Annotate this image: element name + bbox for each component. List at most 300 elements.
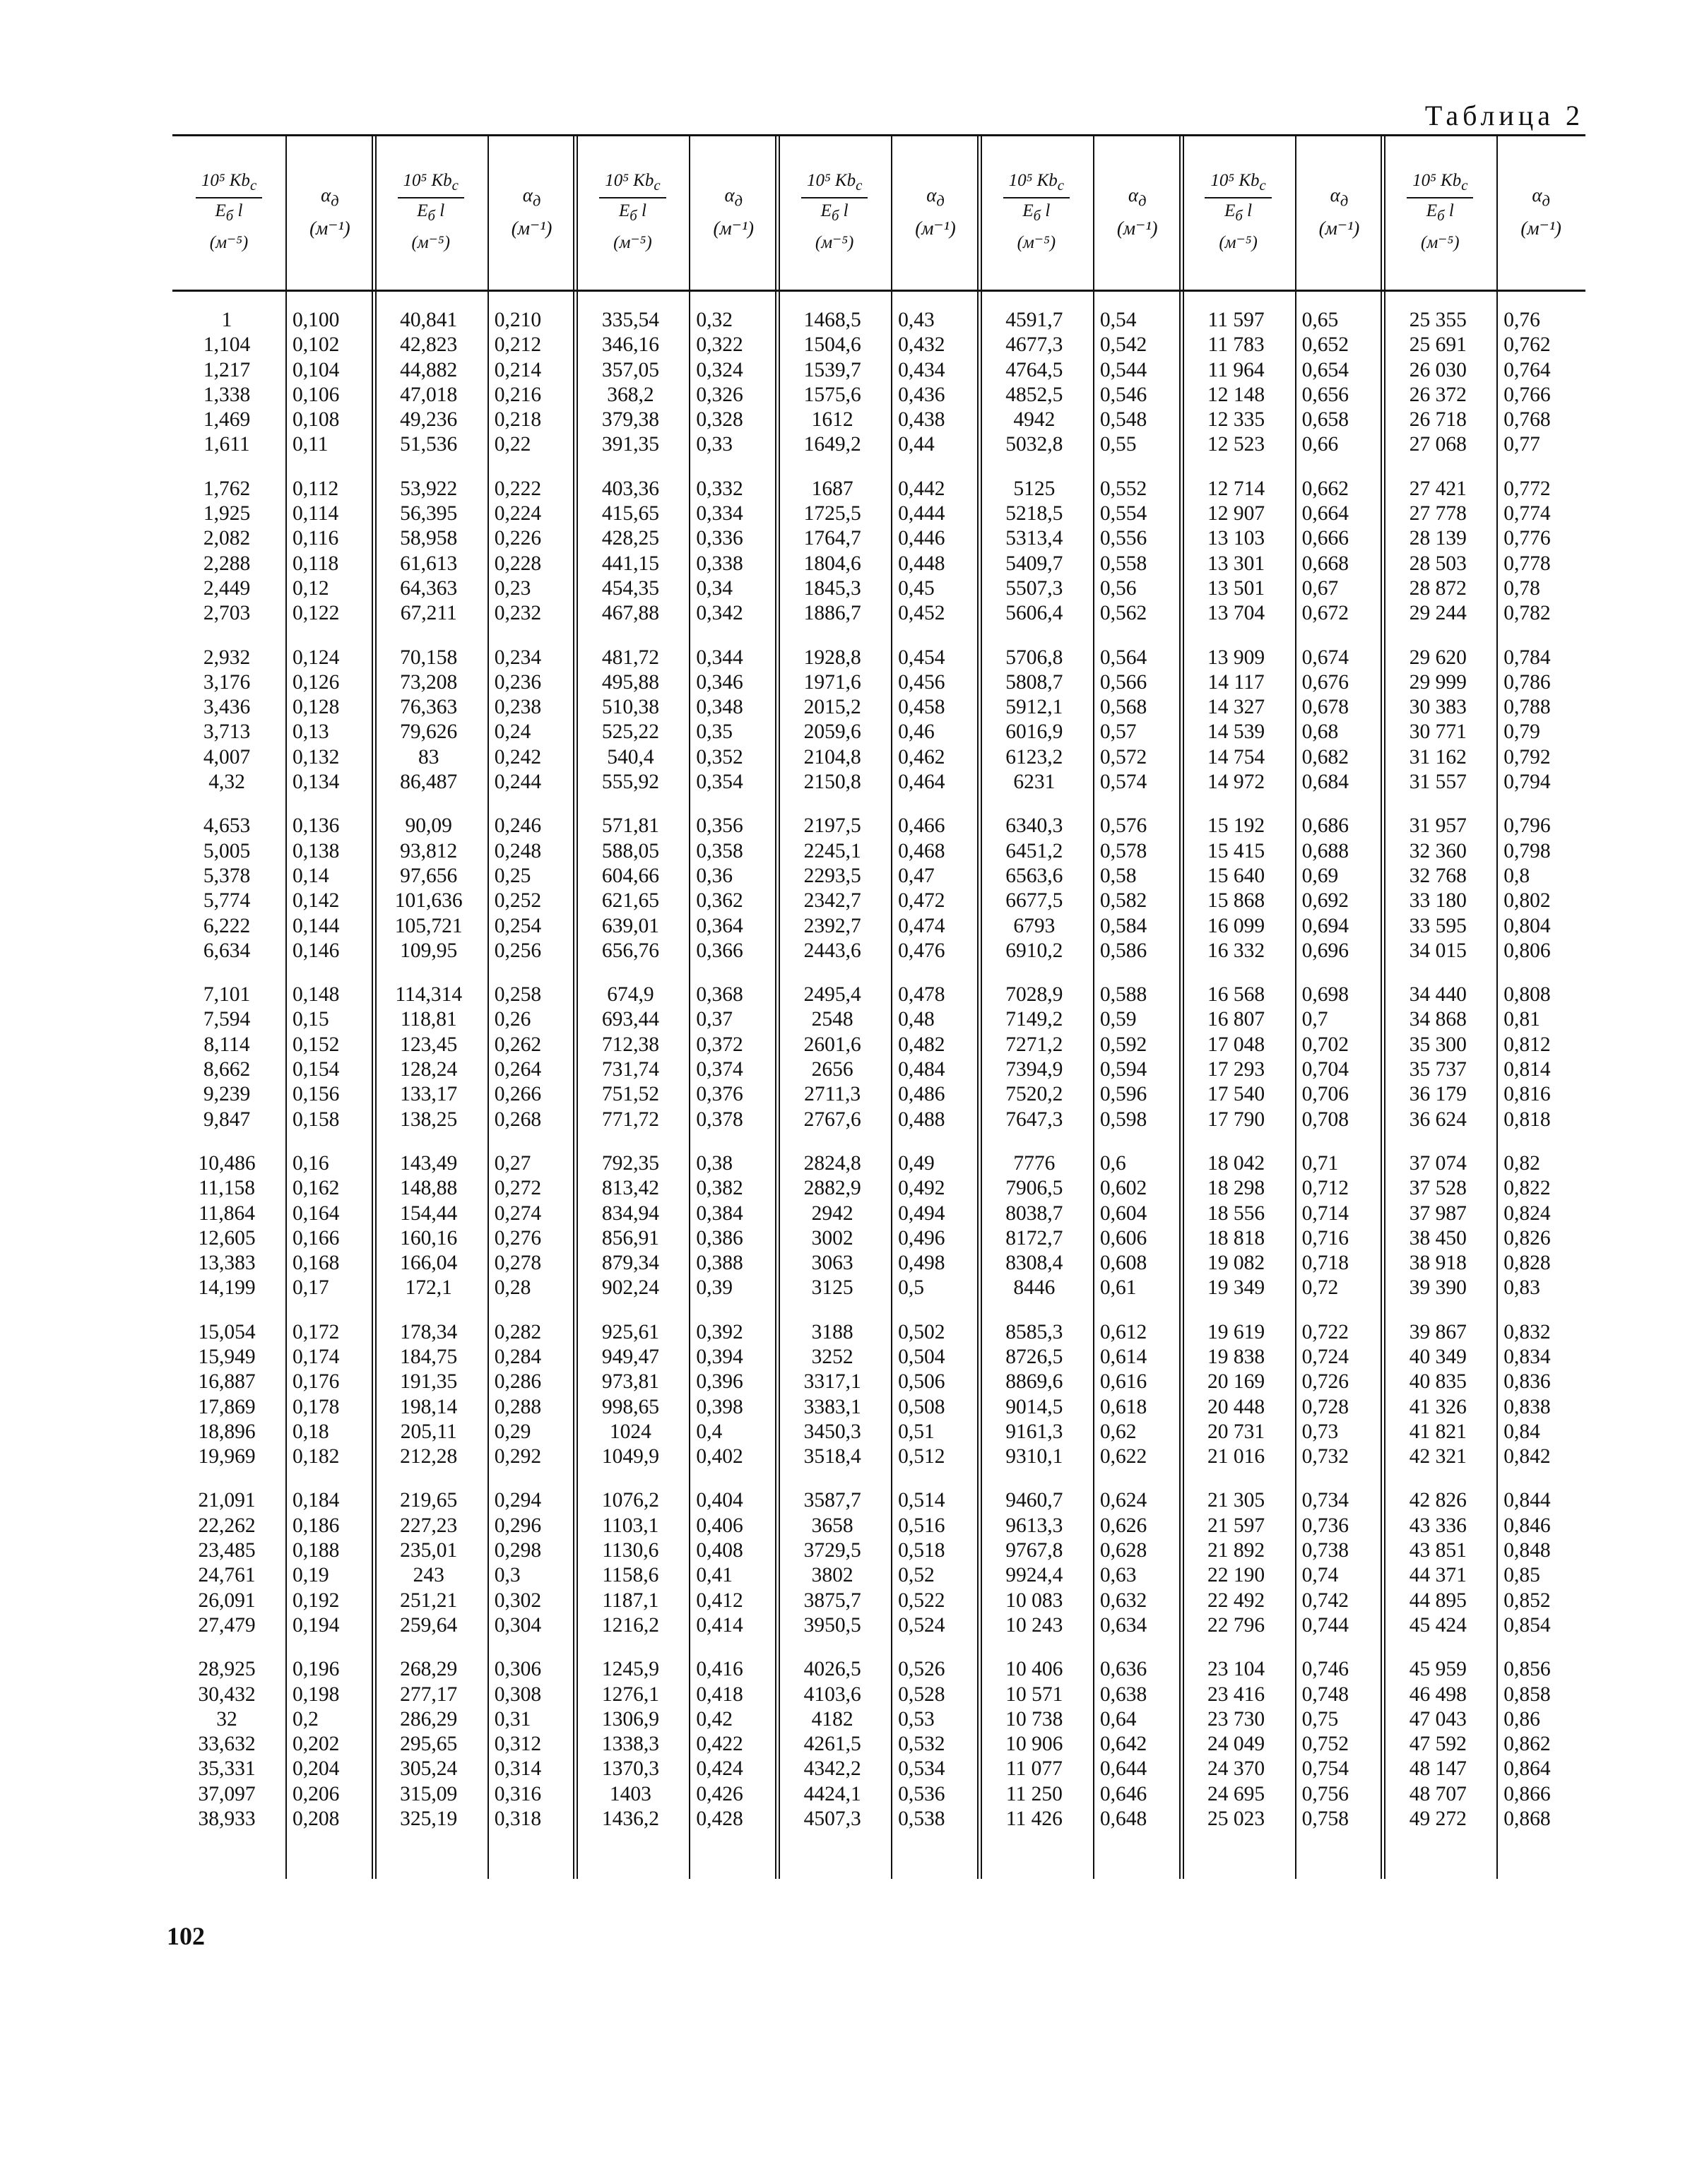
kb-value-cell: 212,28 bbox=[400, 1445, 458, 1468]
kb-value-cell: 1612 bbox=[811, 408, 853, 432]
header-kb-column bbox=[576, 134, 689, 290]
kb-value-cell: 2015,2 bbox=[803, 696, 861, 719]
alpha-value-cell: 0,336 bbox=[696, 527, 743, 550]
alpha-value-cell: 0,296 bbox=[494, 1514, 542, 1537]
header-alpha-text-subscript: д bbox=[734, 191, 743, 210]
kb-value-cell: 17 293 bbox=[1207, 1058, 1265, 1081]
kb-value-cell: 14 972 bbox=[1207, 771, 1265, 794]
alpha-value-cell: 0,744 bbox=[1301, 1613, 1349, 1637]
kb-value-cell: 166,04 bbox=[400, 1252, 458, 1275]
header-denominator-text: $E_б$ l bbox=[820, 201, 849, 224]
alpha-value-cell: 0,344 bbox=[696, 646, 743, 669]
kb-value-cell: 160,16 bbox=[400, 1226, 458, 1250]
alpha-value-cell: 0,664 bbox=[1301, 502, 1349, 526]
row-group bbox=[177, 646, 277, 795]
alpha-value-cell: 0,136 bbox=[292, 814, 340, 838]
alpha-value-cell: 0,144 bbox=[292, 914, 340, 937]
alpha-value-cell: 0,476 bbox=[898, 939, 945, 962]
alpha-value-cell: 0,546 bbox=[1099, 383, 1147, 406]
alpha-value-cell: 0,748 bbox=[1301, 1682, 1349, 1706]
alpha-value-cell: 0,642 bbox=[1099, 1733, 1147, 1756]
alpha-value-cell: 0,632 bbox=[1099, 1589, 1147, 1612]
alpha-value-cell: 0,414 bbox=[696, 1613, 743, 1637]
alpha-value-cell: 0,364 bbox=[696, 914, 743, 937]
header-unit-m1: (м⁻¹) bbox=[1520, 217, 1561, 239]
column-pair-double-rule bbox=[1179, 134, 1184, 1879]
alpha-value-cell: 0,678 bbox=[1301, 696, 1349, 719]
kb-value-cell: 1130,6 bbox=[602, 1539, 659, 1562]
kb-value-cell: 5032,8 bbox=[1005, 433, 1063, 456]
alpha-value-cell: 0,788 bbox=[1503, 696, 1551, 719]
alpha-value-cell: 0,866 bbox=[1503, 1782, 1551, 1805]
column-rule bbox=[1295, 134, 1296, 1879]
alpha-value-cell: 0,698 bbox=[1301, 983, 1349, 1007]
alpha-value-cell: 0,84 bbox=[1503, 1420, 1540, 1443]
kb-value-cell: 4591,7 bbox=[1005, 309, 1063, 331]
column-pair-double-rule bbox=[573, 134, 578, 1879]
alpha-value-cell: 0,458 bbox=[898, 696, 945, 719]
row-group bbox=[1302, 814, 1378, 963]
kb-value-cell: 5808,7 bbox=[1005, 670, 1063, 694]
row-group bbox=[1100, 1657, 1176, 1832]
alpha-value-cell: 0,636 bbox=[1099, 1658, 1147, 1681]
kb-value-cell: 47 592 bbox=[1409, 1733, 1467, 1756]
kb-value-cell: 403,36 bbox=[601, 477, 659, 500]
kb-value-cell: 17,869 bbox=[198, 1395, 256, 1418]
alpha-value-cell: 0,804 bbox=[1503, 914, 1551, 937]
alpha-value-cell: 0,138 bbox=[292, 839, 340, 862]
row-group bbox=[1186, 477, 1287, 627]
row-group bbox=[495, 1151, 571, 1301]
header-unit-m5: (м⁻⁵) bbox=[411, 233, 450, 252]
kb-value-cell: 7520,2 bbox=[1005, 1083, 1063, 1106]
kb-value-cell: 16 807 bbox=[1207, 1008, 1265, 1031]
alpha-value-cell: 0,676 bbox=[1301, 670, 1349, 694]
kb-value-cell: 13 103 bbox=[1207, 527, 1265, 550]
kb-value-cell: 7394,9 bbox=[1005, 1058, 1063, 1081]
kb-value-cell: 510,38 bbox=[601, 696, 659, 719]
alpha-value-cell: 0,716 bbox=[1301, 1226, 1349, 1250]
alpha-value-cell: 0,576 bbox=[1099, 814, 1147, 838]
kb-value-cell: 1076,2 bbox=[601, 1489, 659, 1512]
alpha-value-cell: 0,47 bbox=[898, 864, 935, 887]
header-unit-m5: (м⁻⁵) bbox=[815, 233, 854, 252]
alpha-value-cell: 0,798 bbox=[1503, 839, 1551, 862]
kb-value-cell: 24 049 bbox=[1207, 1733, 1265, 1756]
kb-value-cell: 1,469 bbox=[203, 408, 251, 432]
alpha-value-cell: 0,782 bbox=[1503, 602, 1551, 625]
kb-value-cell: 856,91 bbox=[601, 1226, 659, 1250]
alpha-value-cell: 0,578 bbox=[1099, 839, 1147, 862]
row-group bbox=[1100, 308, 1176, 458]
alpha-value-cell: 0,466 bbox=[898, 814, 945, 838]
alpha-value-cell: 0,382 bbox=[696, 1177, 743, 1200]
alpha-value-cell: 0,31 bbox=[494, 1707, 531, 1731]
kb-value-column bbox=[580, 308, 680, 1851]
alpha-value-cell: 0,386 bbox=[696, 1226, 743, 1250]
header-alpha-symbol bbox=[724, 184, 743, 210]
alpha-value-cell: 0,306 bbox=[494, 1658, 542, 1681]
kb-value-cell: 7647,3 bbox=[1005, 1108, 1063, 1131]
header-numerator-text-subscript: с bbox=[1259, 177, 1266, 194]
kb-value-cell: 31 957 bbox=[1409, 814, 1467, 838]
kb-value-cell: 30,432 bbox=[198, 1682, 256, 1706]
kb-value-cell: 2601,6 bbox=[803, 1033, 861, 1056]
kb-value-cell: 1468,5 bbox=[803, 309, 861, 331]
kb-value-cell: 2824,8 bbox=[803, 1151, 861, 1175]
kb-value-cell: 29 999 bbox=[1409, 670, 1467, 694]
alpha-value-cell: 0,858 bbox=[1503, 1682, 1551, 1706]
kb-value-cell: 693,44 bbox=[601, 1008, 659, 1031]
alpha-value-cell: 0,214 bbox=[494, 358, 542, 381]
alpha-value-cell: 0,112 bbox=[292, 477, 339, 500]
kb-value-cell: 22 492 bbox=[1207, 1589, 1265, 1612]
alpha-value-cell: 0,814 bbox=[1503, 1058, 1551, 1081]
kb-value-cell: 33,632 bbox=[198, 1733, 256, 1756]
alpha-value-cell: 0,332 bbox=[696, 477, 743, 500]
row-group bbox=[984, 646, 1085, 795]
row-group bbox=[1388, 1320, 1488, 1470]
kb-value-cell: 11 597 bbox=[1207, 309, 1265, 331]
kb-value-cell: 17 540 bbox=[1207, 1083, 1265, 1106]
row-group bbox=[1302, 1657, 1378, 1832]
kb-value-cell: 27 421 bbox=[1409, 477, 1467, 500]
kb-value-cell: 28 872 bbox=[1409, 576, 1467, 600]
kb-value-cell: 4103,6 bbox=[803, 1682, 861, 1706]
header-alpha-text-subscript: д bbox=[1542, 191, 1550, 210]
kb-value-cell: 15 415 bbox=[1207, 839, 1265, 862]
kb-value-cell: 3658 bbox=[811, 1514, 853, 1537]
alpha-value-cell: 0,848 bbox=[1503, 1539, 1551, 1562]
kb-value-cell: 1103,1 bbox=[602, 1514, 659, 1537]
alpha-value-cell: 0,124 bbox=[292, 646, 340, 669]
header-numerator-text-subscript: с bbox=[1461, 177, 1468, 194]
data-table bbox=[172, 134, 1585, 1886]
alpha-value-cell: 0,67 bbox=[1301, 576, 1339, 600]
kb-value-cell: 4764,5 bbox=[1005, 358, 1063, 381]
alpha-value-cell: 0,338 bbox=[696, 552, 743, 575]
row-group bbox=[292, 1657, 369, 1832]
kb-value-cell: 11 077 bbox=[1005, 1757, 1063, 1781]
alpha-value-cell: 0,208 bbox=[292, 1808, 340, 1831]
row-group bbox=[1302, 1488, 1378, 1638]
kb-value-cell: 18 298 bbox=[1207, 1177, 1265, 1200]
kb-value-cell: 8172,7 bbox=[1005, 1226, 1063, 1250]
kb-value-cell: 1049,9 bbox=[601, 1445, 659, 1468]
alpha-value-cell: 0,376 bbox=[696, 1083, 743, 1106]
alpha-value-cell: 0,2 bbox=[292, 1707, 319, 1731]
alpha-value-cell: 0,816 bbox=[1503, 1083, 1551, 1106]
alpha-value-cell: 0,102 bbox=[292, 333, 340, 357]
kb-value-cell: 15 192 bbox=[1207, 814, 1265, 838]
alpha-value-cell: 0,174 bbox=[292, 1345, 340, 1368]
column-rule bbox=[488, 134, 489, 1879]
kb-value-cell: 39 390 bbox=[1409, 1276, 1467, 1300]
alpha-value-cell: 0,114 bbox=[292, 502, 339, 526]
alpha-value-cell: 0,852 bbox=[1503, 1589, 1551, 1612]
kb-value-cell: 2104,8 bbox=[803, 745, 861, 768]
alpha-value-cell: 0,742 bbox=[1301, 1589, 1349, 1612]
alpha-value-cell: 0,74 bbox=[1301, 1564, 1339, 1587]
row-group bbox=[1388, 983, 1488, 1132]
alpha-value-cell: 0,566 bbox=[1099, 670, 1147, 694]
alpha-value-cell: 0,846 bbox=[1503, 1514, 1551, 1537]
kb-value-cell: 33 180 bbox=[1409, 889, 1467, 913]
row-group bbox=[292, 814, 369, 963]
alpha-value-cell: 0,718 bbox=[1301, 1252, 1349, 1275]
header-unit-m1: (м⁻¹) bbox=[511, 217, 552, 239]
alpha-value-cell: 0,672 bbox=[1301, 602, 1349, 625]
alpha-value-cell: 0,674 bbox=[1301, 646, 1349, 669]
header-alpha-text: $\alpha_д$ bbox=[1532, 184, 1550, 210]
row-group bbox=[495, 477, 571, 627]
kb-value-cell: 11 964 bbox=[1207, 358, 1265, 381]
header-alpha-column bbox=[488, 134, 577, 290]
alpha-value-cell: 0,122 bbox=[292, 602, 340, 625]
header-fraction bbox=[1205, 171, 1271, 225]
header-denominator bbox=[619, 198, 646, 225]
header-denominator-text: $E_б$ l bbox=[618, 201, 646, 224]
alpha-value-cell: 0,352 bbox=[696, 745, 743, 768]
kb-value-cell: 28 503 bbox=[1409, 552, 1467, 575]
alpha-value-cell: 0,384 bbox=[696, 1201, 743, 1225]
kb-value-cell: 495,88 bbox=[601, 670, 659, 694]
alpha-value-cell: 0,302 bbox=[494, 1589, 542, 1612]
header-alpha-text-subscript: д bbox=[1138, 191, 1147, 210]
header-fraction bbox=[196, 171, 262, 225]
kb-value-cell: 24 695 bbox=[1207, 1782, 1265, 1805]
kb-value-cell: 481,72 bbox=[601, 646, 659, 669]
kb-value-cell: 1,925 bbox=[203, 502, 251, 526]
alpha-value-cell: 0,276 bbox=[494, 1226, 542, 1250]
header-kb-column bbox=[172, 134, 285, 290]
row-group bbox=[495, 1657, 571, 1832]
header-numerator-text-subscript: с bbox=[856, 177, 863, 194]
header-denominator bbox=[1224, 198, 1252, 225]
kb-value-cell: 771,72 bbox=[601, 1108, 659, 1131]
alpha-value-cell: 0,268 bbox=[494, 1108, 542, 1131]
alpha-value-cell: 0,572 bbox=[1099, 745, 1147, 768]
alpha-value-cell: 0,418 bbox=[696, 1682, 743, 1706]
kb-value-cell: 16 568 bbox=[1207, 983, 1265, 1007]
kb-value-cell: 1971,6 bbox=[803, 670, 861, 694]
alpha-value-cell: 0,724 bbox=[1301, 1345, 1349, 1368]
kb-value-cell: 41 326 bbox=[1409, 1395, 1467, 1418]
alpha-value-cell: 0,54 bbox=[1099, 309, 1137, 331]
kb-value-cell: 51,536 bbox=[400, 433, 458, 456]
row-group bbox=[898, 1320, 974, 1470]
kb-value-cell: 4026,5 bbox=[803, 1658, 861, 1681]
alpha-value-cell: 0,616 bbox=[1099, 1370, 1147, 1394]
kb-value-cell: 114,314 bbox=[395, 983, 463, 1007]
kb-value-cell: 41 821 bbox=[1409, 1420, 1467, 1443]
kb-value-cell: 23 416 bbox=[1207, 1682, 1265, 1706]
kb-value-cell: 22 190 bbox=[1207, 1564, 1265, 1587]
kb-value-cell: 5,005 bbox=[203, 839, 251, 862]
kb-value-cell: 10 571 bbox=[1005, 1682, 1063, 1706]
alpha-value-cell: 0,712 bbox=[1301, 1177, 1349, 1200]
kb-value-cell: 4,007 bbox=[203, 745, 251, 768]
kb-value-cell: 1,217 bbox=[203, 358, 251, 381]
kb-value-cell: 712,38 bbox=[601, 1033, 659, 1056]
row-group bbox=[1100, 1488, 1176, 1638]
alpha-value-cell: 0,242 bbox=[494, 745, 542, 768]
alpha-value-cell: 0,802 bbox=[1503, 889, 1551, 913]
header-numerator-text: 10⁵ $Kb_с$ bbox=[1412, 171, 1468, 194]
alpha-value-cell: 0,264 bbox=[494, 1058, 542, 1081]
header-alpha-symbol bbox=[321, 184, 339, 210]
row-group bbox=[782, 646, 882, 795]
alpha-value-cell: 0,236 bbox=[494, 670, 542, 694]
header-alpha-symbol bbox=[1128, 184, 1147, 210]
alpha-value-cell: 0,662 bbox=[1301, 477, 1349, 500]
kb-value-cell: 1,762 bbox=[203, 477, 251, 500]
alpha-value-cell: 0,222 bbox=[494, 477, 542, 500]
alpha-value-cell: 0,234 bbox=[494, 646, 542, 669]
kb-value-cell: 1886,7 bbox=[803, 602, 861, 625]
alpha-value-cell: 0,196 bbox=[292, 1658, 340, 1681]
row-group bbox=[495, 646, 571, 795]
alpha-value-cell: 0,210 bbox=[494, 309, 542, 331]
kb-value-cell: 19,969 bbox=[198, 1445, 256, 1468]
alpha-value-cell: 0,304 bbox=[494, 1613, 542, 1637]
row-group bbox=[898, 1657, 974, 1832]
kb-value-cell: 9613,3 bbox=[1005, 1514, 1063, 1537]
alpha-value-column bbox=[898, 308, 974, 1851]
column-rule bbox=[689, 134, 690, 1879]
row-group bbox=[782, 477, 882, 627]
alpha-value-cell: 0,184 bbox=[292, 1489, 340, 1512]
kb-value-cell: 295,65 bbox=[400, 1733, 458, 1756]
kb-value-cell: 58,958 bbox=[400, 527, 458, 550]
kb-value-cell: 40 835 bbox=[1409, 1370, 1467, 1394]
header-denominator bbox=[1426, 198, 1454, 225]
header-alpha-column bbox=[1496, 134, 1585, 290]
kb-value-cell: 10 406 bbox=[1005, 1658, 1063, 1681]
kb-value-cell: 2197,5 bbox=[803, 814, 861, 838]
kb-value-cell: 37 528 bbox=[1409, 1177, 1467, 1200]
alpha-value-cell: 0,808 bbox=[1503, 983, 1551, 1007]
kb-value-cell: 7,101 bbox=[203, 983, 251, 1007]
kb-value-cell: 12 907 bbox=[1207, 502, 1265, 526]
alpha-value-cell: 0,436 bbox=[898, 383, 945, 406]
kb-value-cell: 813,42 bbox=[601, 1177, 659, 1200]
alpha-value-cell: 0,328 bbox=[696, 408, 743, 432]
kb-value-cell: 44 895 bbox=[1409, 1589, 1467, 1612]
row-group bbox=[984, 1657, 1085, 1832]
kb-value-cell: 18 818 bbox=[1207, 1226, 1265, 1250]
kb-value-column bbox=[782, 308, 882, 1851]
alpha-value-cell: 0,486 bbox=[898, 1083, 945, 1106]
alpha-value-cell: 0,78 bbox=[1503, 576, 1540, 600]
alpha-value-cell: 0,432 bbox=[898, 333, 945, 357]
header-numerator-text: 10⁵ $Kb_с$ bbox=[1008, 171, 1065, 194]
row-group bbox=[984, 814, 1085, 963]
kb-value-cell: 1649,2 bbox=[803, 433, 861, 456]
alpha-value-cell: 0,762 bbox=[1503, 333, 1551, 357]
alpha-value-cell: 0,404 bbox=[696, 1489, 743, 1512]
alpha-value-cell: 0,57 bbox=[1099, 720, 1137, 744]
kb-value-cell: 3587,7 bbox=[803, 1489, 861, 1512]
row-group bbox=[1503, 646, 1580, 795]
kb-value-cell: 7776 bbox=[1013, 1151, 1056, 1175]
kb-value-cell: 1725,5 bbox=[803, 502, 861, 526]
alpha-value-cell: 0,266 bbox=[494, 1083, 542, 1106]
alpha-value-cell: 0,8 bbox=[1503, 864, 1530, 887]
alpha-value-cell: 0,592 bbox=[1099, 1033, 1147, 1056]
alpha-value-cell: 0,766 bbox=[1503, 383, 1551, 406]
kb-value-cell: 35 300 bbox=[1409, 1033, 1467, 1056]
kb-value-cell: 26 372 bbox=[1409, 383, 1467, 406]
alpha-value-cell: 0,844 bbox=[1503, 1489, 1551, 1512]
kb-value-cell: 101,636 bbox=[394, 889, 463, 913]
kb-value-cell: 4677,3 bbox=[1005, 333, 1063, 357]
header-fraction bbox=[1003, 171, 1070, 225]
kb-value-cell: 8038,7 bbox=[1005, 1201, 1063, 1225]
kb-value-cell: 34 868 bbox=[1409, 1008, 1467, 1031]
alpha-value-cell: 0,552 bbox=[1099, 477, 1147, 500]
kb-value-cell: 325,19 bbox=[400, 1808, 458, 1831]
kb-value-cell: 467,88 bbox=[601, 602, 659, 625]
row-group bbox=[580, 646, 680, 795]
alpha-value-cell: 0,172 bbox=[292, 1320, 340, 1343]
header-alpha-column bbox=[1295, 134, 1384, 290]
kb-value-cell: 219,65 bbox=[400, 1489, 458, 1512]
kb-value-cell: 15,054 bbox=[198, 1320, 256, 1343]
alpha-value-cell: 0,388 bbox=[696, 1252, 743, 1275]
alpha-value-cell: 0,708 bbox=[1301, 1108, 1349, 1131]
alpha-value-cell: 0,756 bbox=[1301, 1782, 1349, 1805]
header-numerator-text: 10⁵ $Kb_с$ bbox=[403, 171, 459, 194]
kb-value-cell: 5,378 bbox=[203, 864, 251, 887]
kb-value-cell: 1436,2 bbox=[601, 1808, 659, 1831]
alpha-value-cell: 0,56 bbox=[1099, 576, 1137, 600]
alpha-value-cell: 0,722 bbox=[1301, 1320, 1349, 1343]
alpha-value-cell: 0,156 bbox=[292, 1083, 340, 1106]
alpha-value-cell: 0,544 bbox=[1099, 358, 1147, 381]
alpha-value-cell: 0,288 bbox=[494, 1395, 542, 1418]
alpha-value-cell: 0,564 bbox=[1099, 646, 1147, 669]
kb-value-cell: 32 360 bbox=[1409, 839, 1467, 862]
alpha-value-cell: 0,274 bbox=[494, 1201, 542, 1225]
alpha-value-cell: 0,604 bbox=[1099, 1201, 1147, 1225]
header-alpha-symbol bbox=[926, 184, 945, 210]
kb-value-cell: 46 498 bbox=[1409, 1682, 1467, 1706]
kb-value-cell: 128,24 bbox=[400, 1058, 458, 1081]
kb-value-cell: 12 714 bbox=[1207, 477, 1265, 500]
alpha-value-cell: 0,412 bbox=[696, 1589, 743, 1612]
row-group bbox=[177, 1657, 277, 1832]
alpha-value-cell: 0,818 bbox=[1503, 1108, 1551, 1131]
alpha-value-cell: 0,614 bbox=[1099, 1345, 1147, 1368]
alpha-value-cell: 0,71 bbox=[1301, 1151, 1339, 1175]
alpha-value-cell: 0,248 bbox=[494, 839, 542, 862]
kb-value-cell: 42,823 bbox=[400, 333, 458, 357]
kb-value-cell: 28 139 bbox=[1409, 527, 1467, 550]
row-group bbox=[379, 308, 479, 458]
kb-value-cell: 19 619 bbox=[1207, 1320, 1265, 1343]
kb-value-cell: 33 595 bbox=[1409, 914, 1467, 937]
alpha-value-cell: 0,624 bbox=[1099, 1489, 1147, 1512]
row-group bbox=[898, 1151, 974, 1301]
kb-value-cell: 37 074 bbox=[1409, 1151, 1467, 1175]
alpha-value-cell: 0,38 bbox=[696, 1151, 733, 1175]
row-group bbox=[1100, 646, 1176, 795]
kb-value-cell: 6231 bbox=[1013, 771, 1056, 794]
kb-value-cell: 34 015 bbox=[1409, 939, 1467, 962]
alpha-value-cell: 0,154 bbox=[292, 1058, 340, 1081]
kb-value-cell: 14,199 bbox=[198, 1276, 256, 1300]
